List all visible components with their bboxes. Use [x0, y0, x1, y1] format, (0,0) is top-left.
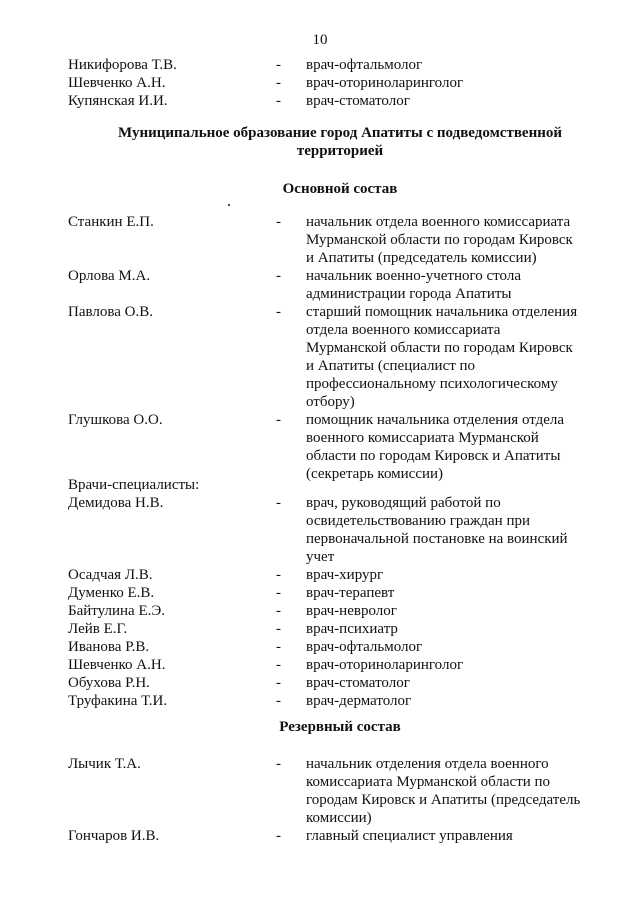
list-item — [68, 213, 608, 267]
dash-separator: - — [276, 585, 281, 601]
position-description — [306, 411, 601, 483]
position-description — [306, 56, 601, 74]
position-line: врач-невролог — [306, 603, 397, 619]
list-item — [68, 92, 608, 110]
position-description — [306, 213, 601, 267]
position-line: врач-офтальмолог — [306, 57, 423, 73]
position-line: городам Кировск и Апатиты (председатель — [306, 792, 581, 808]
dash-separator: - — [276, 57, 281, 73]
dash-separator: - — [276, 567, 281, 583]
position-line: помощник начальника отделения отдела — [306, 412, 565, 428]
dash-separator: - — [276, 93, 281, 109]
person-name: Осадчая Л.В. — [68, 567, 153, 583]
person-name: Глушкова О.О. — [68, 412, 163, 428]
section-title-line: Муниципальное образование город Апатиты с подведомственной — [117, 125, 563, 141]
list-item — [68, 674, 608, 692]
dash-separator: - — [276, 75, 281, 91]
list-item — [68, 566, 608, 584]
dash-separator: - — [276, 828, 281, 844]
list-item — [68, 411, 608, 483]
person-name: Никифорова Т.В. — [68, 57, 177, 73]
section-title — [0, 124, 640, 160]
list-item — [68, 692, 608, 710]
position-line: врач-психиатр — [306, 621, 398, 637]
doctors-list — [68, 494, 608, 710]
position-description — [306, 638, 601, 656]
doctors-label: Врачи-специалисты: — [68, 477, 200, 493]
position-description — [306, 566, 601, 584]
person-name: Купянская И.И. — [68, 93, 168, 109]
stray-dot — [228, 204, 230, 206]
section-title-line: территорией — [296, 143, 384, 159]
list-item — [68, 602, 608, 620]
position-line: врач-терапевт — [306, 585, 395, 601]
position-line: врач-дерматолог — [306, 693, 412, 709]
list-item — [68, 303, 608, 411]
position-line: старший помощник начальника отделения — [306, 304, 578, 320]
dash-separator: - — [276, 693, 281, 709]
person-name: Павлова О.В. — [68, 304, 153, 320]
list-item — [68, 755, 608, 827]
list-item — [68, 56, 608, 74]
position-line: врач-оториноларинголог — [306, 657, 464, 673]
position-line: врач-оториноларинголог — [306, 75, 464, 91]
person-name: Демидова Н.В. — [68, 495, 164, 511]
position-description — [306, 656, 601, 674]
list-item — [68, 74, 608, 92]
position-line: Мурманской области по городам Кировск — [306, 232, 573, 248]
position-description — [306, 755, 601, 827]
position-line: врач-стоматолог — [306, 93, 410, 109]
list-item — [68, 656, 608, 674]
dash-separator: - — [276, 675, 281, 691]
position-line: области по городам Кировск и Апатиты — [306, 448, 561, 464]
person-name: Байтулина Е.Э. — [68, 603, 166, 619]
person-name: Лейв Е.Г. — [68, 621, 128, 637]
position-description — [306, 674, 601, 692]
list-item — [68, 584, 608, 602]
position-line: первоначальной постановке на воинский — [306, 531, 568, 547]
dash-separator: - — [276, 756, 281, 772]
person-name: Шевченко А.Н. — [68, 75, 166, 91]
position-line: военного комиссариата Мурманской — [306, 430, 539, 446]
position-line: врач, руководящий работой по — [306, 495, 501, 511]
dash-separator: - — [276, 268, 281, 284]
dash-separator: - — [276, 621, 281, 637]
position-line: начальник отдела военного комиссариата — [306, 214, 571, 230]
position-line: отдела военного комиссариата — [306, 322, 501, 338]
position-line: начальник отделения отдела военного — [306, 756, 549, 772]
person-name: Обухова Р.Н. — [68, 675, 150, 691]
dash-separator: - — [276, 603, 281, 619]
person-name: Орлова М.А. — [68, 268, 151, 284]
position-description — [306, 827, 601, 845]
position-description — [306, 303, 601, 411]
dash-separator: - — [276, 412, 281, 428]
position-description — [306, 92, 601, 110]
position-line: врач-стоматолог — [306, 675, 410, 691]
page-number: 10 — [312, 32, 328, 48]
position-line: начальник военно-учетного стола — [306, 268, 521, 284]
position-line: освидетельствованию граждан при — [306, 513, 531, 529]
person-name: Думенко Е.В. — [68, 585, 155, 601]
position-line: комиссариата Мурманской области по — [306, 774, 551, 790]
person-name: Лычик Т.А. — [68, 756, 141, 772]
position-line: врач-офтальмолог — [306, 639, 423, 655]
person-name: Шевченко А.Н. — [68, 657, 166, 673]
list-item — [68, 827, 608, 845]
position-line: и Апатиты (специалист по — [306, 358, 476, 374]
position-line: врач-хирург — [306, 567, 384, 583]
person-name: Труфакина Т.И. — [68, 693, 168, 709]
main-composition-heading: Основной состав — [282, 181, 398, 197]
position-description — [306, 267, 601, 303]
person-name: Станкин Е.П. — [68, 214, 154, 230]
reserve-members-list — [68, 755, 608, 845]
position-line: Мурманской области по городам Кировск — [306, 340, 573, 356]
dash-separator: - — [276, 495, 281, 511]
position-description — [306, 620, 601, 638]
person-name: Иванова Р.В. — [68, 639, 150, 655]
position-line: профессиональному психологическому — [306, 376, 558, 392]
dash-separator: - — [276, 639, 281, 655]
dash-separator: - — [276, 657, 281, 673]
position-description — [306, 692, 601, 710]
position-description — [306, 74, 601, 92]
reserve-composition-heading: Резервный состав — [279, 719, 401, 735]
position-line: главный специалист управления — [306, 828, 513, 844]
position-description — [306, 602, 601, 620]
main-members-list — [68, 213, 608, 483]
list-item — [68, 620, 608, 638]
position-line: администрации города Апатиты — [306, 286, 512, 302]
position-line: учет — [306, 549, 335, 565]
position-description — [306, 584, 601, 602]
dash-separator: - — [276, 304, 281, 320]
dash-separator: - — [276, 214, 281, 230]
position-line: комиссии) — [306, 810, 372, 826]
person-name: Гончаров И.В. — [68, 828, 160, 844]
position-line: и Апатиты (председатель комиссии) — [306, 250, 537, 266]
position-description — [306, 494, 601, 566]
position-line: отбору) — [306, 394, 355, 410]
list-item — [68, 267, 608, 303]
list-item — [68, 638, 608, 656]
position-line: (секретарь комиссии) — [306, 466, 444, 482]
top-specialist-list — [68, 56, 608, 110]
list-item — [68, 494, 608, 566]
